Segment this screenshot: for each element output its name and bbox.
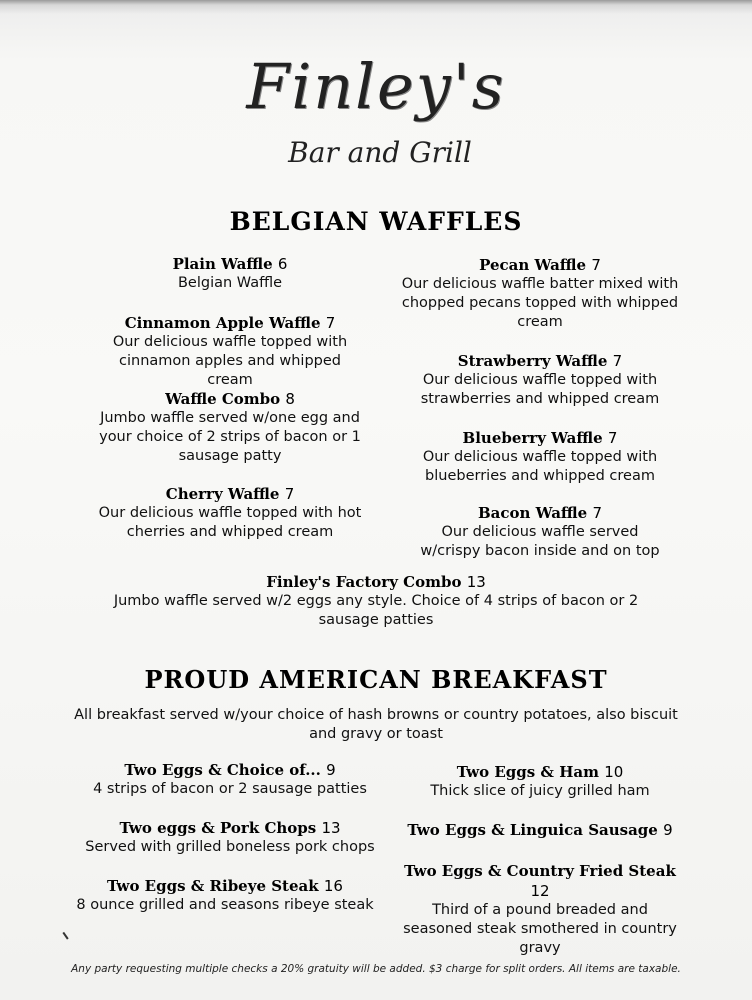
item-price: 8 xyxy=(285,390,295,408)
item-description: Our delicious waffle topped with blueberries and whipped cream xyxy=(422,449,658,484)
item-price: 7 xyxy=(284,485,295,503)
menu-item xyxy=(380,820,700,840)
item-name: Strawberry Waffle xyxy=(457,352,608,370)
menu-item xyxy=(70,484,390,542)
menu-item xyxy=(390,503,690,561)
item-price: 16 xyxy=(323,877,343,895)
item-name: Cherry Waffle xyxy=(165,485,280,503)
item-name: Two Eggs & Ribeye Steak xyxy=(107,877,319,895)
item-description: Our delicious waffle batter mixed with chopped pecans topped with whipped cream xyxy=(401,276,679,330)
pen-mark xyxy=(62,928,73,939)
item-description: Jumbo waffle served w/2 eggs any style. Choice of 4 strips of bacon or 2 sausage patties xyxy=(113,593,639,628)
menu-item xyxy=(70,572,682,630)
menu-item xyxy=(70,313,390,390)
logo-subtitle: Bar and Grill xyxy=(288,136,472,169)
breakfast-intro: All breakfast served w/your choice of hash browns or country potatoes, also biscuit and gravy or toast xyxy=(74,707,678,742)
item-price: 7 xyxy=(607,429,618,447)
logo-name: Finley's xyxy=(246,50,506,123)
item-price: 13 xyxy=(321,819,341,837)
item-name: Two Eggs & Linguica Sausage xyxy=(407,821,658,839)
item-price: 7 xyxy=(325,314,336,332)
item-price: 12 xyxy=(530,882,550,900)
item-description: 4 strips of bacon or 2 sausage patties xyxy=(93,781,367,797)
restaurant-logo xyxy=(0,40,752,190)
menu-item xyxy=(60,818,400,857)
item-name: Blueberry Waffle xyxy=(462,429,603,447)
item-price: 7 xyxy=(592,504,602,522)
item-name: Two eggs & Pork Chops xyxy=(119,819,317,837)
menu-item xyxy=(70,254,390,293)
item-price: 10 xyxy=(604,763,624,781)
item-description: Jumbo waffle served w/one egg and your choice of 2 strips of bacon or 1 sausage patty xyxy=(99,410,361,464)
item-name: Cinnamon Apple Waffle xyxy=(124,314,321,332)
item-price: 7 xyxy=(612,352,623,370)
item-price: 9 xyxy=(663,821,673,839)
menu-item xyxy=(380,861,700,958)
item-description: Our delicious waffle served w/crispy bacon inside and on top xyxy=(420,524,660,559)
item-description: 8 ounce grilled and seasons ribeye steak xyxy=(76,897,374,913)
menu-item xyxy=(390,428,690,486)
footer-note: Any party requesting multiple checks a 20% gratuity will be added. $3 charge for split orders. All items are taxable. xyxy=(71,963,681,975)
item-description: Belgian Waffle xyxy=(177,275,283,291)
item-name: Finley's Factory Combo xyxy=(266,573,462,591)
breakfast-section-title: PROUD AMERICAN BREAKFAST xyxy=(144,665,608,694)
item-description: Third of a pound breaded and seasoned steak smothered in country gravy xyxy=(403,902,677,956)
menu-item xyxy=(50,876,400,915)
item-name: Plain Waffle xyxy=(172,255,273,273)
menu-item xyxy=(390,762,690,801)
menu-item xyxy=(390,351,690,409)
item-price: 7 xyxy=(591,256,601,274)
item-price: 9 xyxy=(326,761,336,779)
item-description: Our delicious waffle topped with hot cherries and whipped cream xyxy=(98,505,362,540)
item-name: Two Eggs & Ham xyxy=(456,763,599,781)
menu-item xyxy=(70,389,390,466)
item-price: 13 xyxy=(466,573,486,591)
menu-item xyxy=(390,255,690,332)
item-name: Two Eggs & Country Fried Steak xyxy=(404,862,676,880)
menu-item xyxy=(60,760,400,799)
item-description: Thick slice of juicy grilled ham xyxy=(430,783,650,799)
item-description: Our delicious waffle topped with strawberries and whipped cream xyxy=(420,372,660,407)
item-price: 6 xyxy=(277,255,288,273)
waffles-section-title: BELGIAN WAFFLES xyxy=(229,207,523,236)
item-description: Our delicious waffle topped with cinnamon apples and whipped cream xyxy=(112,334,348,388)
item-name: Waffle Combo xyxy=(165,390,281,408)
item-name: Pecan Waffle xyxy=(479,256,587,274)
item-name: Two Eggs & Choice of... xyxy=(124,761,321,779)
item-name: Bacon Waffle xyxy=(478,504,588,522)
page-top-edge xyxy=(0,0,752,14)
item-description: Served with grilled boneless pork chops xyxy=(85,839,375,855)
